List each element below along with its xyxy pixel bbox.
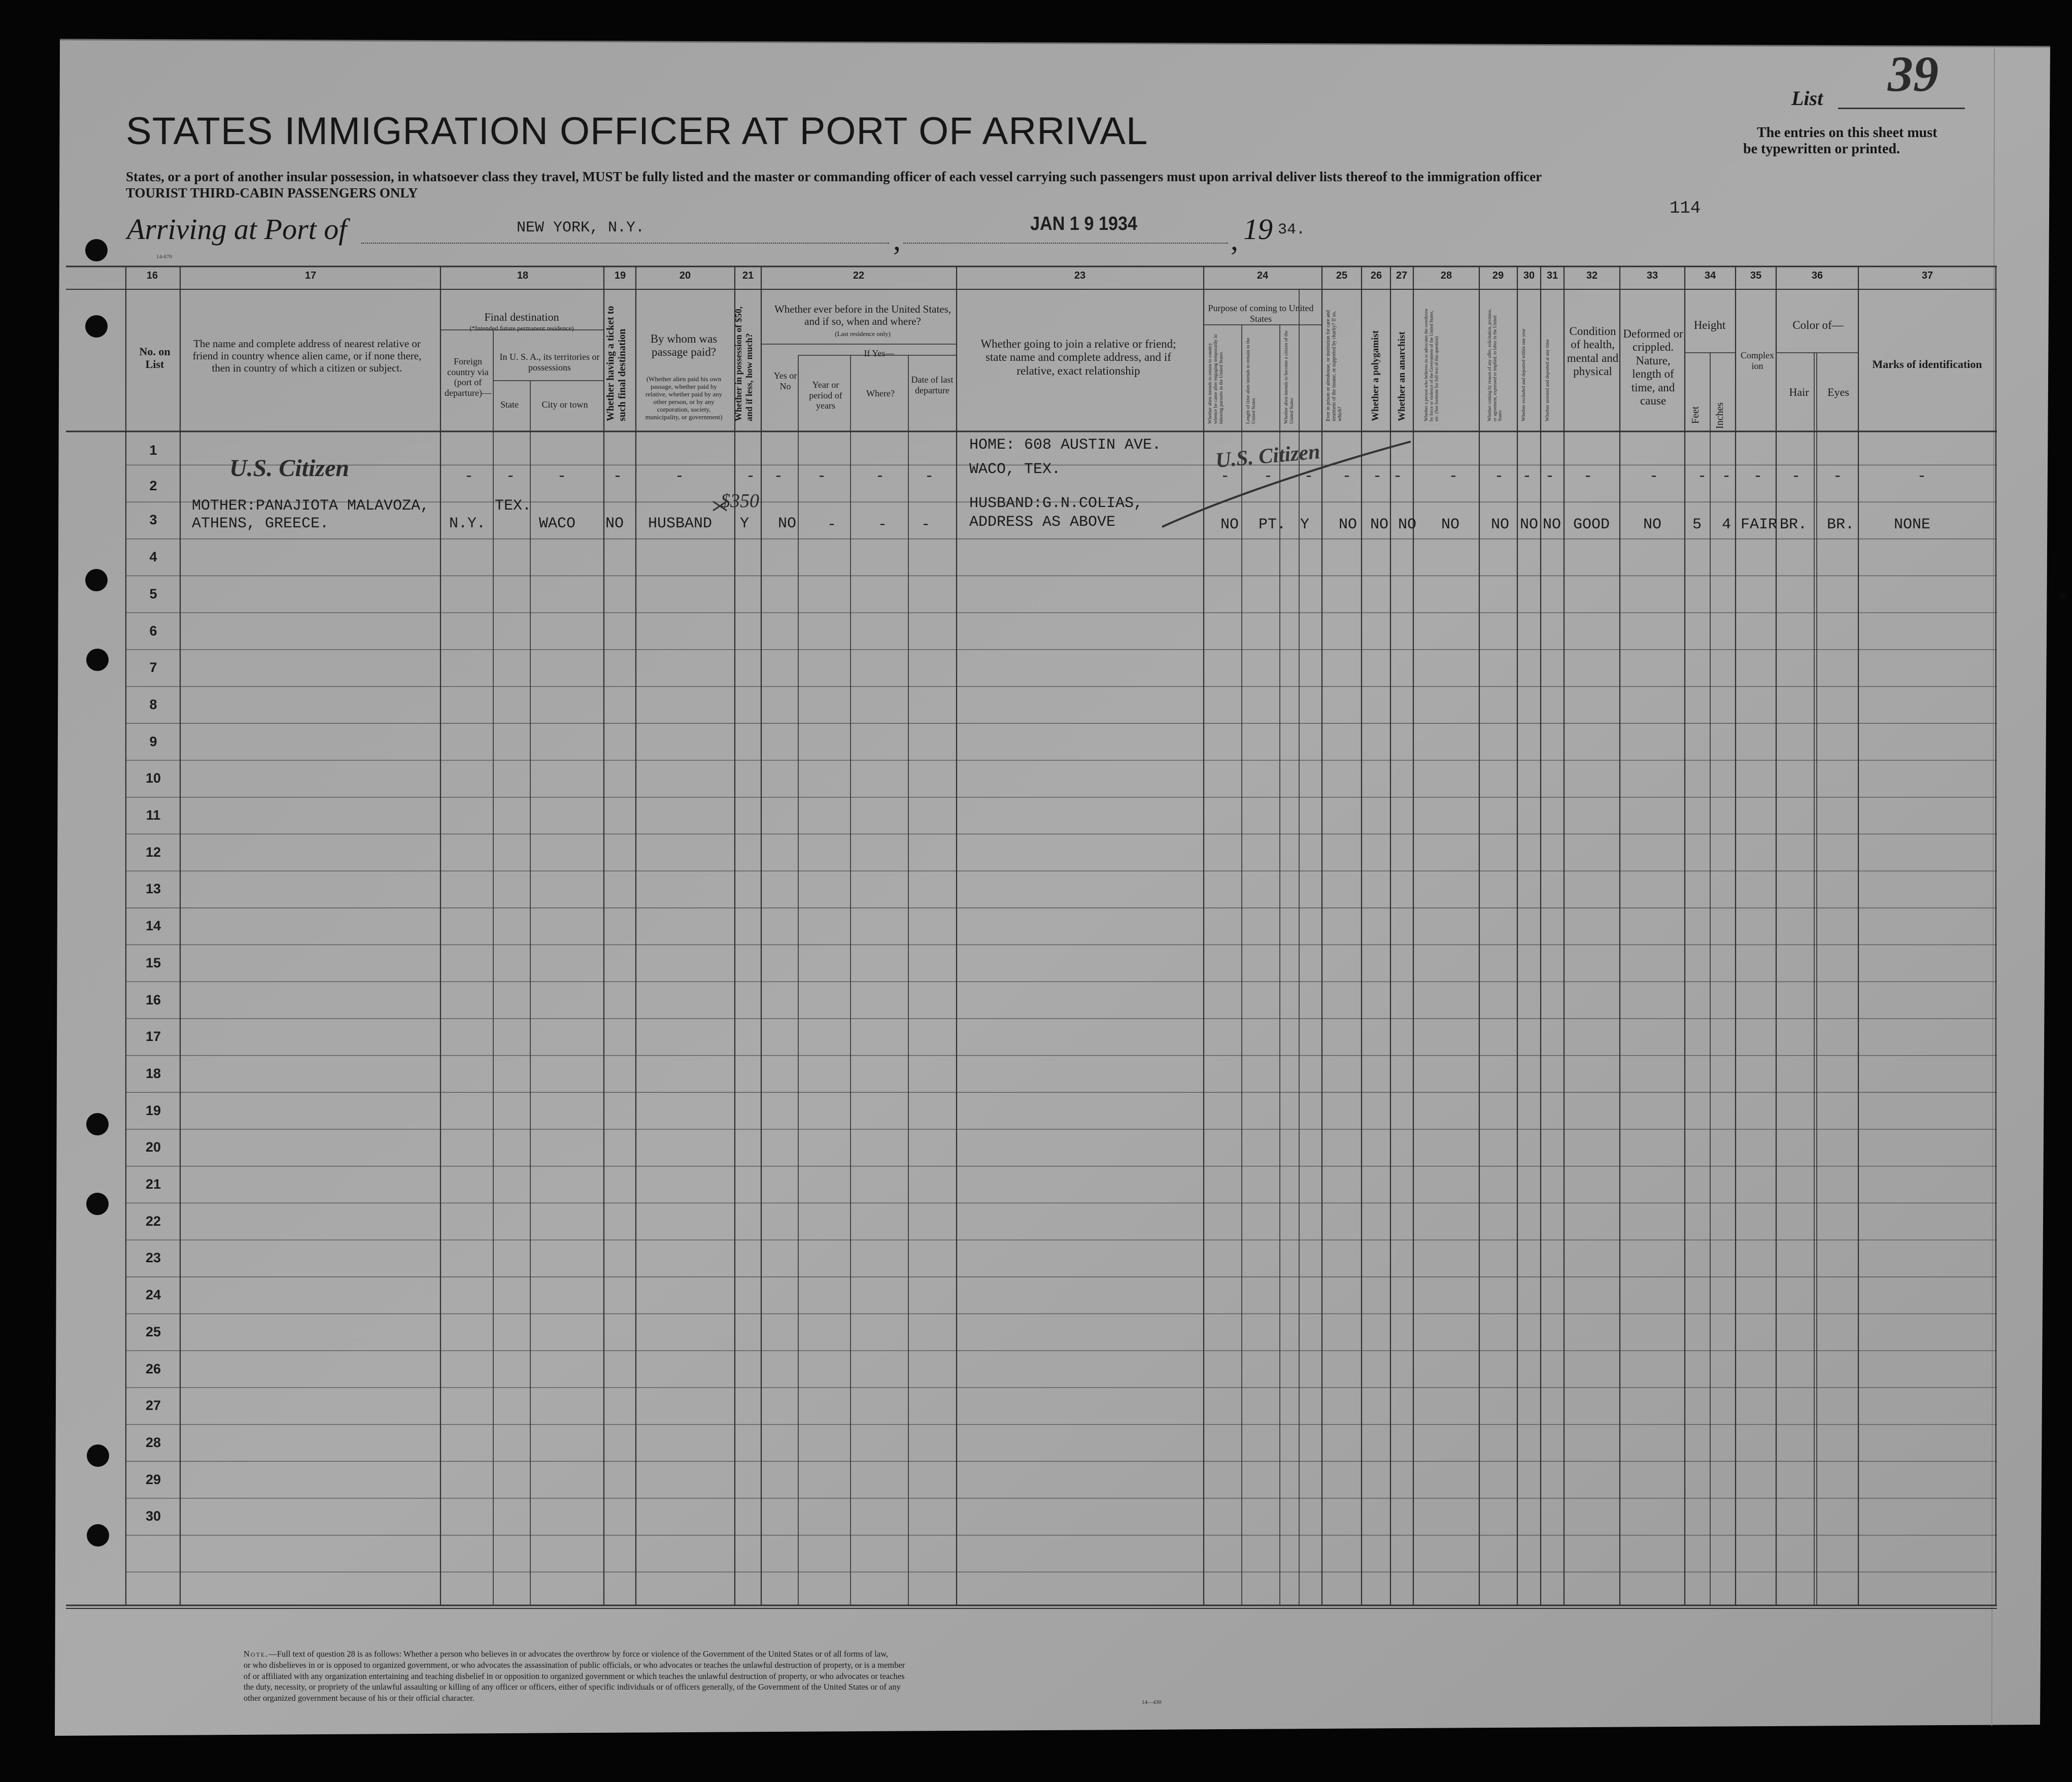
blank-dash: - xyxy=(1697,468,1707,485)
row1-join-line-2: WACO, TEX. xyxy=(969,461,1061,478)
row2-deported: NO xyxy=(1543,516,1561,533)
row-number: 12 xyxy=(145,844,161,860)
column-number: 20 xyxy=(679,270,691,281)
footnote-line-3: of or affiliated with any organization entertaining and teaching disbelief in or opposition to organized government or which teaches the unlawful destruction of property, or who advocates or teaches xyxy=(244,1671,905,1681)
header-c22-note: (Last residence only) xyxy=(835,330,891,338)
row-number: 8 xyxy=(149,696,157,712)
row2-hair: BR. xyxy=(1780,516,1808,533)
header-c18-city: City or town xyxy=(541,399,588,410)
column-number: 26 xyxy=(1370,270,1382,281)
header-c37: Marks of identification xyxy=(1872,358,1982,371)
row-number: 2 xyxy=(149,478,157,493)
row-number: 25 xyxy=(145,1324,161,1339)
row-number: 9 xyxy=(149,733,157,749)
header-c17: The name and complete address of nearest relative or friend in country whence alien came, or if none there, then in country of which a citizen or subject. xyxy=(192,338,422,375)
footnote-line-2: or who disbelieves in or is opposed to organized government, or who advocates the assassination of public officials, or who advocates or teaches the unlawful destruction of property, or is a member xyxy=(244,1660,905,1670)
column-number: 29 xyxy=(1492,270,1504,281)
footnote xyxy=(244,1649,905,1704)
row2-marks: NONE xyxy=(1894,516,1931,533)
row1-citizen-handwritten: U.S. Citizen xyxy=(229,455,350,482)
column-number: 28 xyxy=(1440,270,1452,281)
header-c18-note: (*Intended future permanent residence) xyxy=(469,324,574,332)
blank-dash: - xyxy=(875,468,885,485)
row-number: 23 xyxy=(145,1250,161,1266)
blank-dash: - xyxy=(1220,468,1230,485)
row-number: 17 xyxy=(145,1029,161,1045)
row2-relative-line-2: ATHENS, GREECE. xyxy=(192,515,329,532)
row-number: 7 xyxy=(149,660,157,676)
footnote-line-5: other organized government because of his or their official character. xyxy=(244,1693,474,1703)
row-number: 13 xyxy=(145,881,161,897)
column-number: 18 xyxy=(517,270,529,281)
blank-dash: - xyxy=(1304,468,1314,485)
page-title: STATES IMMIGRATION OFFICER AT PORT OF ARRIVAL xyxy=(126,110,1148,153)
blank-dash: - xyxy=(1449,468,1458,485)
column-number: 23 xyxy=(1074,270,1086,281)
year-prefix: 19 xyxy=(1243,213,1273,246)
header-c18-title: Final destination xyxy=(484,311,559,323)
header-c35: Complexion xyxy=(1741,350,1774,371)
header-c21: Whether in possession of $50, and if less, how much? xyxy=(733,306,754,421)
blank-dash: - xyxy=(1583,468,1593,485)
blank-dash: - xyxy=(1722,468,1731,485)
blank-dash: - xyxy=(557,468,567,485)
row-number: 14 xyxy=(145,918,161,934)
footnote-form-code: 14—430 xyxy=(1142,1699,1162,1705)
row2-labor-offer: NO xyxy=(1491,516,1510,533)
header-c26: Whether a polygamist xyxy=(1370,330,1381,421)
header-c23: Whether going to join a relative or friend; state name and complete address, and if relative, exact relationship xyxy=(980,338,1176,377)
date-stamp: JAN 1 9 1934 xyxy=(1030,213,1138,234)
row2-relative-line-1: MOTHER:PANAJIOTA MALAVOZA, xyxy=(192,497,430,515)
row-number: 26 xyxy=(145,1361,161,1376)
header-c18-foreign: Foreign country via (port of departure)— xyxy=(445,356,491,398)
column-number: 21 xyxy=(742,270,754,281)
blank-dash: - xyxy=(464,468,474,485)
list-underline xyxy=(1838,108,1965,109)
blank-dash: - xyxy=(746,468,756,485)
entries-note-2: be typewritten or printed. xyxy=(1743,141,1900,157)
row2-money-note: $350 xyxy=(721,490,759,512)
header-c20-note: (Whether alien paid his own passage, whether paid by relative, whether paid by any other person, or by any corporation, society, municipality, or government) xyxy=(645,375,723,421)
date-underline xyxy=(903,243,1228,244)
column-number: 17 xyxy=(304,270,317,281)
footnote-line-4: the duty, necessity, or propriety of the unlawful assaulting or killing of any officer or officers, either of specific individuals or of officers generally, of the Government of the United States or of any xyxy=(244,1682,901,1692)
row-number: 15 xyxy=(145,955,161,970)
header-c24-b: Length of time alien intends to remain in the United States xyxy=(1246,338,1256,424)
column-number: 22 xyxy=(853,270,865,281)
row1-citizen-stamp: U.S. Citizen xyxy=(1214,440,1321,473)
row2-join-line-2: ADDRESS AS ABOVE xyxy=(969,514,1116,531)
paper xyxy=(55,40,2050,1736)
column-number: 35 xyxy=(1750,270,1762,281)
subtitle-line-2: TOURIST THIRD-CABIN PASSENGERS ONLY xyxy=(126,185,418,200)
row2-fifty-dollars: Y xyxy=(740,515,750,532)
row2-polygamist: NO xyxy=(1370,516,1389,533)
header-c32: Condition of health, mental and physical xyxy=(1567,325,1619,378)
blank-dash: - xyxy=(613,468,623,485)
blank-dash: - xyxy=(1833,468,1843,485)
row2-city: WACO xyxy=(539,515,576,532)
header-c24-title: Purpose of coming to United States xyxy=(1208,303,1314,324)
column-number: 36 xyxy=(1811,270,1823,281)
row-number: 21 xyxy=(145,1176,161,1192)
row-number: 5 xyxy=(149,586,157,601)
row2-ticket: NO xyxy=(605,515,624,532)
header-c19: Whether having a ticket to such final destination xyxy=(605,306,628,421)
column-number: 24 xyxy=(1256,270,1269,281)
row2-passage-paid: HUSBAND xyxy=(648,515,712,532)
row-number: 19 xyxy=(145,1102,161,1118)
blank-dash: - xyxy=(817,468,827,485)
header-c22-where: Where? xyxy=(866,388,895,398)
header-c34-inches: Inches xyxy=(1714,402,1725,429)
blank-dash: - xyxy=(1753,468,1763,485)
row-number: 11 xyxy=(146,808,161,823)
blank-dash: - xyxy=(827,516,837,533)
blank-dash: - xyxy=(1917,468,1927,485)
header-c30: Whether excluded and deported within one year xyxy=(1521,328,1526,421)
row-number: 16 xyxy=(145,992,161,1007)
header-c29: Whether coming by reason of any offer, solicitation, promise, or agreement, expressed or implied, to labor in the United States xyxy=(1487,309,1503,421)
row-number: 22 xyxy=(145,1213,161,1229)
blank-dash: - xyxy=(1494,468,1504,485)
blank-dash: - xyxy=(1373,468,1382,485)
blank-dash: - xyxy=(1342,468,1352,485)
blank-dash: - xyxy=(925,468,934,485)
row2-eyes: BR. xyxy=(1827,516,1855,533)
header-c22-years: Year or period of years xyxy=(809,380,842,411)
row2-foreign-port: N.Y. xyxy=(449,515,486,532)
row-number: 6 xyxy=(149,623,157,638)
row2-inches: 4 xyxy=(1722,516,1731,533)
header-c36-eyes: Eyes xyxy=(1827,386,1849,398)
header-c34-title: Height xyxy=(1693,319,1726,331)
column-number: 30 xyxy=(1523,270,1535,281)
column-number: 27 xyxy=(1396,270,1408,281)
blank-dash: - xyxy=(774,468,784,485)
header-c27: Whether an anarchist xyxy=(1397,331,1407,421)
column-number: 37 xyxy=(1921,270,1933,281)
form-code: 14-670 xyxy=(156,254,173,260)
column-number: 33 xyxy=(1646,270,1658,281)
blank-dash: - xyxy=(506,468,516,485)
header-c22-ifyes: If Yes— xyxy=(864,348,895,358)
blank-dash: - xyxy=(921,516,931,533)
blank-dash: - xyxy=(1791,468,1801,485)
header-c22-date: Date of last departure xyxy=(911,375,954,395)
column-number: 16 xyxy=(146,270,158,281)
header-c24-a: Whether alien intends to return to country whence he came after engaging temporarily in laboring pursuits in the United States xyxy=(1208,334,1224,424)
page-number: 114 xyxy=(1670,199,1701,218)
row-number: 3 xyxy=(149,512,157,528)
row2-deformed: NO xyxy=(1643,516,1662,533)
port-underline xyxy=(361,243,889,244)
header-c28: Whether a person who believes in or advocates the overthrow by force or violence of the Government of the United States, etc. (See footnote for full text of this question) xyxy=(1423,308,1439,421)
row2-overthrow: NO xyxy=(1441,516,1460,533)
row2-prison: NO xyxy=(1339,516,1357,533)
row2-become-citizen: Y xyxy=(1300,516,1310,533)
row2-health: GOOD xyxy=(1573,516,1610,533)
blank-dash: - xyxy=(1264,468,1273,485)
row2-join-line-1: HUSBAND:G.N.COLIAS, xyxy=(969,495,1143,512)
header-c36-hair: Hair xyxy=(1789,386,1809,398)
port-value: NEW YORK, N.Y. xyxy=(517,219,645,237)
header-c20: By whom was passage paid? xyxy=(650,332,718,359)
blank-dash: - xyxy=(1545,468,1555,485)
header-c31: Whether arrested and deported at any time xyxy=(1545,339,1550,421)
blank-dash: - xyxy=(1393,468,1403,485)
row-number: 1 xyxy=(149,443,157,458)
footnote-line-1: —Full text of question 28 is as follows: Whether a person who believes in or advocates the overthrow by force or violence of the Government of the United States or of all forms of law, xyxy=(268,1649,889,1659)
header-c36-title: Color of— xyxy=(1792,319,1844,331)
column-number: 34 xyxy=(1704,270,1716,281)
row2-anarchist: NO xyxy=(1398,516,1417,533)
header-c18-usa: In U. S. A., its territories or possessions xyxy=(499,352,600,373)
row-number: 27 xyxy=(145,1398,161,1414)
year-value: 34. xyxy=(1278,221,1306,239)
column-number: 19 xyxy=(614,270,626,281)
row-number: 29 xyxy=(145,1471,161,1487)
row-number: 30 xyxy=(145,1508,161,1524)
row2-state: TEX. xyxy=(495,497,532,515)
footnote-label: Note. xyxy=(244,1649,269,1659)
row2-feet: 5 xyxy=(1692,516,1702,533)
row-number: 28 xyxy=(145,1434,161,1450)
header-c22-title: Whether ever before in the United States, and if so, when and where? xyxy=(774,303,952,328)
column-number: 32 xyxy=(1586,270,1598,281)
blank-dash: - xyxy=(878,516,888,533)
row-number: 24 xyxy=(145,1287,161,1303)
blank-dash: - xyxy=(1649,468,1659,485)
row1-join-line-1: HOME: 608 AUSTIN AVE. xyxy=(969,436,1162,454)
row2-return-country: NO xyxy=(1220,516,1239,533)
header-c33: Deformed or crippled. Nature, length of time, and cause xyxy=(1623,327,1683,408)
row-number: 4 xyxy=(149,549,157,565)
row2-before-in-us: NO xyxy=(778,515,797,532)
row-number: 20 xyxy=(145,1139,161,1155)
row-number: 10 xyxy=(145,770,161,786)
row2-excluded: NO xyxy=(1520,516,1539,533)
header-c25: Ever in prison or almshouse, or institution for care and treatment of the insane, or supported by charity? If so, which? xyxy=(1326,310,1343,421)
blank-dash: - xyxy=(1522,468,1532,485)
blank-dash: - xyxy=(675,468,685,485)
list-label: List xyxy=(1791,87,1823,110)
column-number: 25 xyxy=(1336,270,1348,281)
header-c24-c: Whether alien intends to become a citizen of the United States xyxy=(1284,330,1295,424)
column-number: 31 xyxy=(1546,270,1558,281)
entries-note-1: The entries on this sheet must xyxy=(1757,125,1938,141)
header-c34-feet: Feet xyxy=(1690,406,1701,424)
header-c18-state: State xyxy=(500,399,519,410)
arriving-label: Arriving at Port of xyxy=(127,213,347,246)
row2-length-stay: PT. xyxy=(1259,516,1286,533)
header-c16: No. on List xyxy=(139,345,171,371)
row2-complexion: FAIR xyxy=(1741,516,1778,533)
header-c22-yesno: Yes or No xyxy=(773,371,797,391)
row-number: 18 xyxy=(145,1065,161,1081)
subtitle-line-1: States, or a port of another insular possession, in whatsoever class they travel, MUST be fully listed and the master or commanding officer of each vessel carrying such passengers must upon arrival deliver lists thereof to the immigration officer xyxy=(126,169,1542,184)
list-number: 39 xyxy=(1888,46,1939,102)
